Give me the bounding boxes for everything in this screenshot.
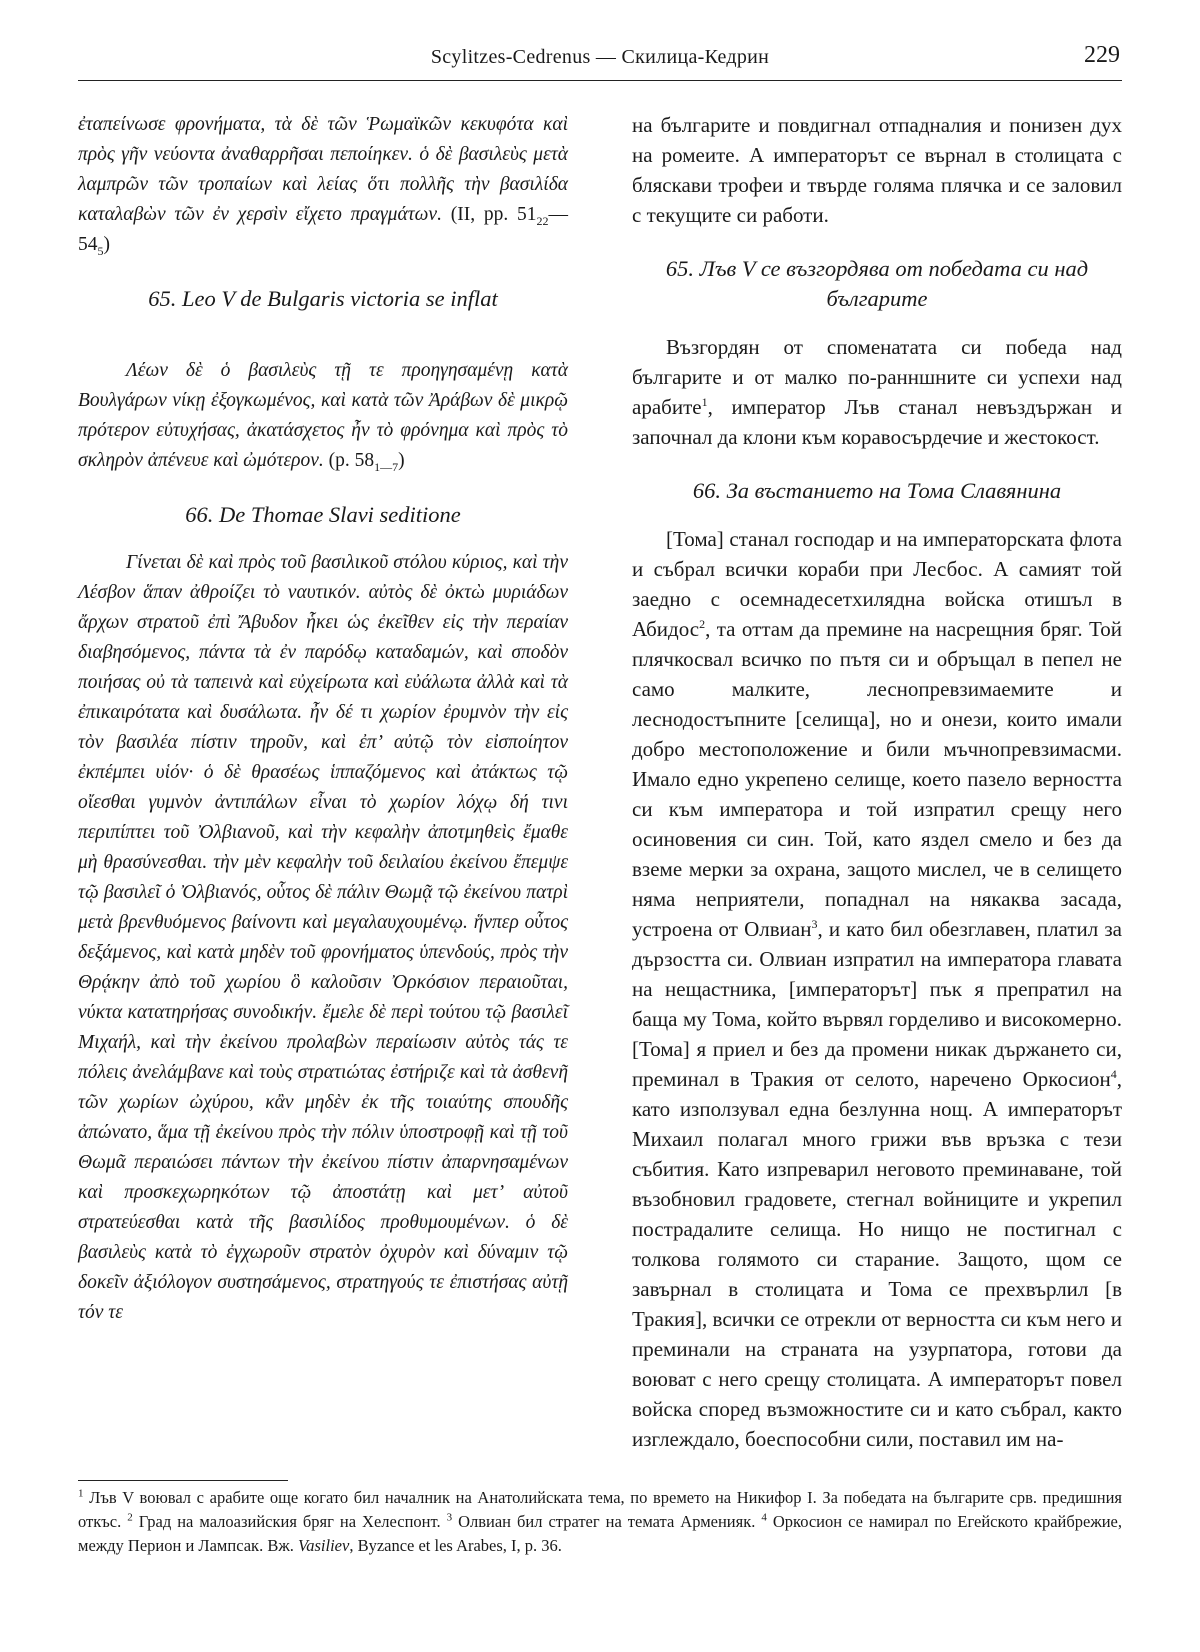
footnote-mark-2: 2 <box>127 1511 133 1524</box>
greek-text: Λέων δὲ ὁ βασιλεὺς τῇ τε προηγησαμένῃ κατὰ Βουλγάρων νίκῃ ἐξογκωμένος, καὶ κατὰ τῶν Ἀράβων δὲ μικρῷ πρότερον εὐτυχήσας, ἀκατάσχετος ἦν τὸ φρόνημα καὶ πρὸς τὸ σκληρὸν ἀπένευε καὶ ὠμότερον. <box>78 360 568 471</box>
bulgarian-column <box>632 110 1122 1454</box>
footnotes <box>78 1486 1122 1558</box>
footnote-mark-4: 4 <box>761 1511 767 1524</box>
footnote-ref-4[interactable]: 4 <box>1110 1067 1117 1081</box>
footnote-4: Оркосион се намирал по Егейското крайбрежие, между Перион и Лампсак. Вж. <box>78 1512 1123 1555</box>
bulgarian-paragraph-64-end: на българите и повдигнал отпадналия и понизен дух на ромеите. А императорът се върнал в столицата с бляскави трофеи и твърде голяма плячка и се заловил с текущите си работи. <box>632 113 1122 227</box>
citation: (p. $58_{1—7}$) <box>328 450 405 474</box>
footnote-mark-3: 3 <box>446 1511 453 1524</box>
page-header <box>0 30 1200 80</box>
section-heading-66-latin: 66. De Thomae Slavi seditione <box>185 502 461 527</box>
footnote-ref-3[interactable]: 3 <box>811 917 818 931</box>
header-rule <box>78 80 1122 81</box>
greek-text: ἐταπείνωσε φρονήματα, τὰ δὲ τῶν Ῥωμαϊκῶν κεκυφότα καὶ πρὸς γῆν νεύοντα ἀναθαρρῆσαι πεποίηκεν. ὁ δὲ βασιλεὺς μετὰ λαμπρῶν τῶν τροπαίων καὶ λείας ὅτι πολλῆς τὴν βασιλίδα καταλαβὼν τῶν ἐν χερσὶν εἴχετο πραγμάτων. <box>78 114 568 225</box>
page-number: 229 <box>1084 42 1120 68</box>
greek-paragraph-64-end <box>78 110 568 260</box>
greek-paragraph-66: Γίνεται δὲ καὶ πρὸς τοῦ βασιλικοῦ στόλου κύριος, καὶ τὴν Λέσβον ἅπαν ἀθροίζει τὸ ναυτικόν. αὐτὸς δὲ ὀκτὼ μυριάδων ἄρχων στρατοῦ ἐπὶ Ἄβυδον ἧκει ὡς ἐκεῖθεν εἰς τὴν περαίαν διαβησόμενος, πάντα τὰ ἐν παρόδῳ καταδαμών, καὶ σποδὸν ποιήσας οὐ τὰ ταπεινὰ καὶ εὐχείρωτα καὶ εὐάλωτα ἀλλὰ καὶ τὰ ἐπικαιρότατα καὶ δυσάλωτα. ἦν δέ τι χωρίον ἐρυμνὸν τὴν εἰς τὸν βασιλέα πίστιν τηροῦν, καὶ ἐπ’ αὐτῷ τὸν εἰσποίητον ἐκπέμπει υἱόν· ὁ δὲ θρασέως ἱππαζόμενος καὶ ἀτάκτως τῷ οἴεσθαι γυμνὸν ἀντιπάλων εἶναι τὸ χωρίον λόχῳ δή τινι περιπίπτει τοῦ Ὀλβιανοῦ, καὶ τὴν κεφαλὴν ἀποτμηθεὶς ἔμαθε μὴ θρασύνεσθαι. τὴν μὲν κεφαλὴν τοῦ δειλαίου ἐκείνου ἔπεμψε τῷ βασιλεῖ ὁ Ὀλβιανός, οὗτος δὲ πάλιν Θωμᾷ τῷ ἐκείνου πατρὶ μετὰ βρενθυόμενος βαίνοντι καὶ μεγαλαυχουμένῳ. ἥνπερ οὗτος δεξάμενος, καὶ κατὰ μηδὲν τοῦ φρονήματος ὑπενδούς, πρὸς τὴν Θρᾴκην ἀπὸ τοῦ χωρίου ὃ καλοῦσιν Ὀρκόσιον περαιοῦται, νύκτα κατατηρήσας συνοδικήν. ἔμελε δὲ περὶ τούτου τῷ βασιλεῖ Μιχαήλ, καὶ τὴν ἐκείνου προλαβὼν περαίωσιν αὐτὸς τάς τε πόλεις ἀνελάμβανε καὶ τοὺς στρατιώτας ἐστήριζε καὶ τὰ ἀσθενῆ τῶν χωρίων ὠχύρου, κἂν μηδὲν ἐκ τῆς τοιαύτης σπουδῆς ἀπώνατο, ἅμα τῇ ἐκείνου πρὸς τὴν πόλιν ὑποστροφῇ καὶ τῇ τοῦ Θωμᾶ περαιώσει πάντων τὴν ἐκείνου πίστιν ἀπαρνησαμένων καὶ προσκεχωρηκότων τῷ ἀποστάτῃ καὶ μετ’ αὐτοῦ στρατεύεσθαι κατὰ τῆς βασιλίδος προθυμουμένων. ὁ δὲ βασιλεὺς κατὰ τὸ ἐγχωροῦν στρατὸν ὀχυρὸν καὶ δύναμιν τῷ δοκεῖν ἀξιόλογον συστησάμενος, στρατηγούς τε ἐπιστήσας αὐτῇ τόν τε <box>78 552 568 1323</box>
footnote-2: Град на малоазийския бряг на Хелеспонт. <box>132 1512 441 1531</box>
footnotes-text <box>78 1486 1122 1558</box>
greek-paragraph-65 <box>78 356 568 476</box>
running-head: Scylitzes-Cedrenus — Скилица-Кедрин <box>430 46 770 68</box>
bulgarian-paragraph-65: Възгордян от споменатата си победа над българите и от малко по-ранншните си успехи над арабите$^1$, император Лъв станал невъздържан и започнал да клони към коравосърдечие и жестокост. <box>632 335 1122 449</box>
footnote-rule <box>78 1480 288 1481</box>
greek-column <box>78 110 568 1328</box>
footnote-ref-2[interactable]: 2 <box>699 617 706 631</box>
section-heading-66-bulgarian: 66. За въстанието на Тома Славянина <box>692 478 1062 503</box>
footnote-4-tail: , Byzance et les Arabes, I, p. 36. <box>349 1536 562 1555</box>
footnote-1: Лъв V воювал с арабите още когато бил началник на Анатолийската тема, по времето на Никифор I. За победата на българите срв. предишния откъс. <box>78 1488 1122 1531</box>
footnote-mark-1: 1 <box>78 1487 84 1500</box>
citation: (II, pp. $51_{22}—54_5$) <box>78 204 569 258</box>
footnote-ref-1[interactable]: 1 <box>701 395 708 409</box>
footnote-4-author: Vasiliev <box>297 1536 350 1555</box>
footnote-3: Олвиан бил стратег на темата Арменияк. <box>452 1512 756 1531</box>
section-heading-65-bulgarian: 65. Лъв V се възгордява от победата си над българите <box>665 256 1089 311</box>
bulgarian-paragraph-66: [Тома] станал господар и на императорската флота и събрал всички кораби при Лесбос. А самият той заедно с осемнадесетхилядна войска отишъл в Абидос$^2$, та оттам да премине на насрещния бряг. Той плячкосвал всичко по пътя си и обръщал в пепел не само малките, леснопревзимаемите и леснодостъпните [селища], но и онези, които имали добро местоположение и били мъчнопревзимасми. Имало едно укрепено селище, което пазело верността си към императора и той изпратил срещу него осиновения си син. Той, като яздел смело и без да вземе мерки за охрана, защото мислел, че в селището няма неприятели, попаднал на някаква засада, устроена от Олвиан$^3$, и като бил обезглавен, платил за дързостта си. Олвиан изпратил на императора главата на нещастника, [императорът] пък я препратил на баща му Тома, който вървял горделиво и високомерно. [Тома] я приел и без да промени никак държането си, преминал в Тракия от селото, наречено Оркосион$^4$, като използувал една безлунна нощ. А императорът Михаил полагал много грижи във връзка с тези събития. Като изпреварил неговото преминаване, той възобновил градовете, стегнал войниците и укрепил пострадалите селища. Но нищо не постигнал с толкова голямото си старание. Защото, щом се завърнал в столицата и Тома се прехвърлил [в Тракия], всички се отрекли от верността си към него и преминали на страната на узурпатора, готови да воюват с него срещу столицата. А императорът повел войска според възможностите си и като събрал, както изглеждало, боеспособни сили, поставил им на- <box>632 527 1122 1451</box>
section-heading-65-latin: 65. Leo V de Bulgaris victoria se inflat <box>148 286 498 311</box>
